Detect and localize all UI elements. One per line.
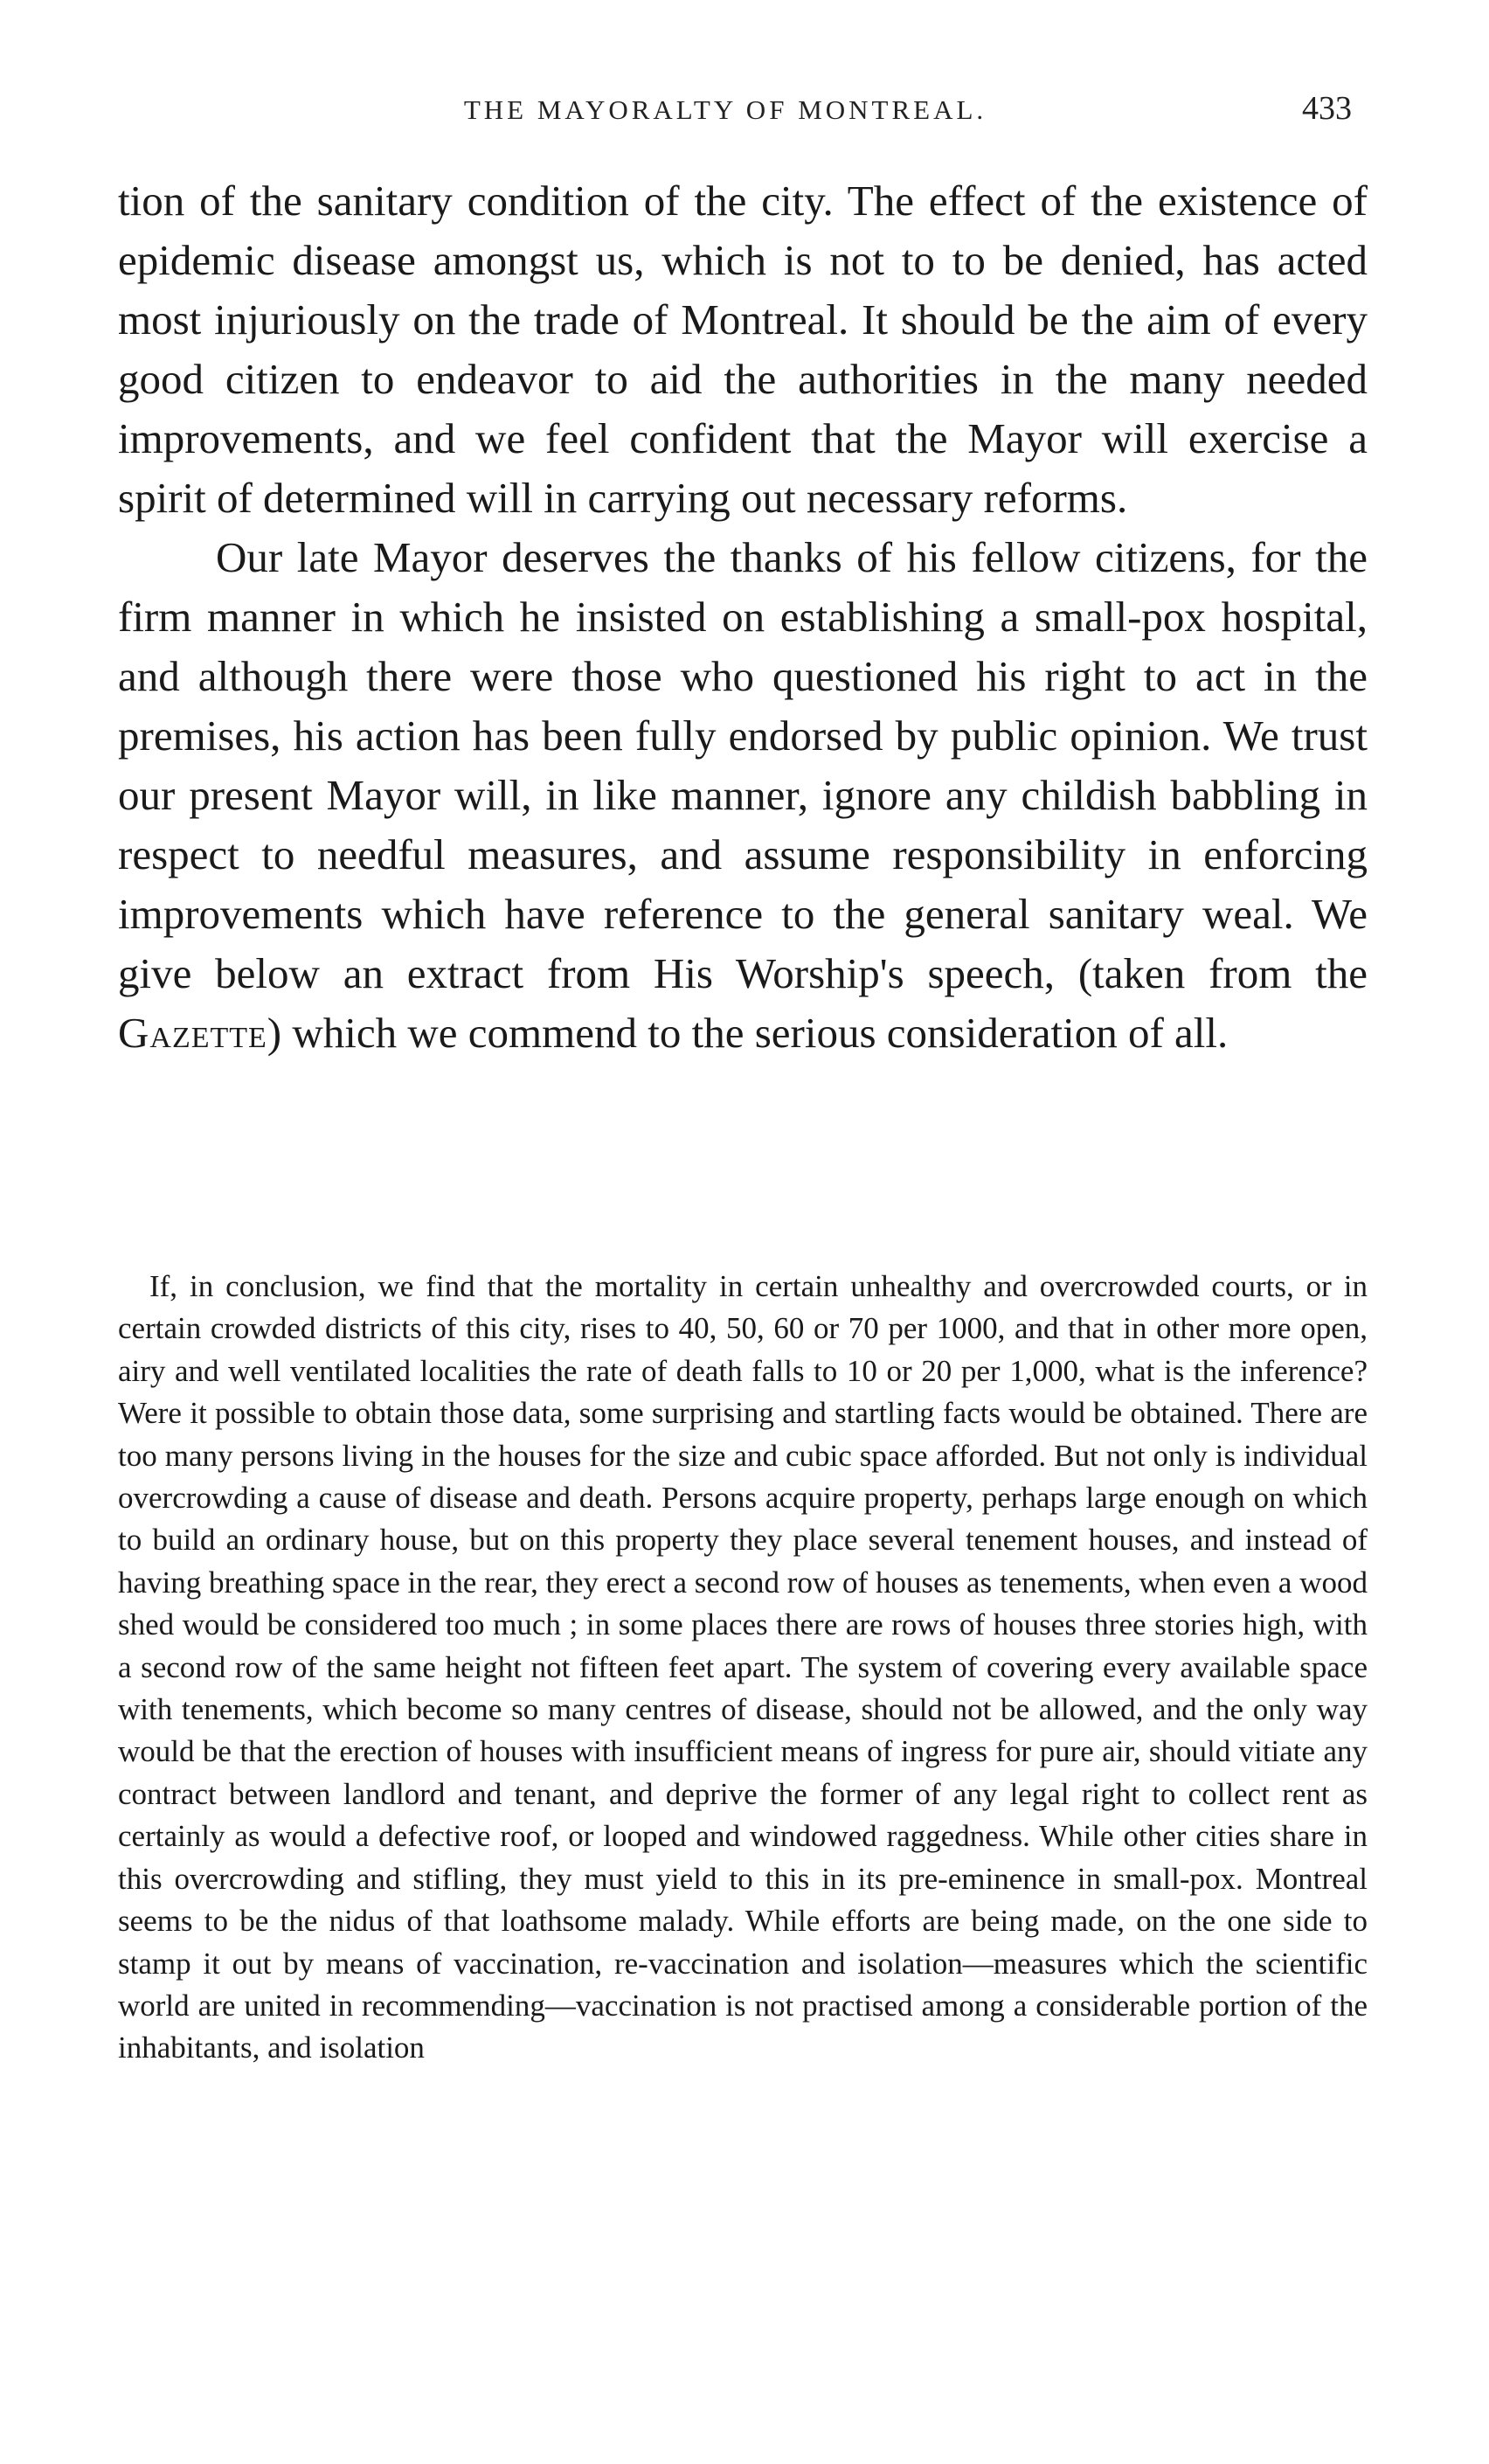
running-head — [0, 90, 1489, 138]
running-title: THE MAYORALTY OF MONTREAL. — [463, 94, 987, 125]
paragraph-2 — [118, 528, 1368, 1063]
extract-paragraph: If, in conclusion, we find that the mortality in certain unhealthy and overcrowded courts, or in certain crowded districts of this city, rises to 40, 50, 60 or 70 per 1000, and that in other more open, airy and well ventilated localities the rate of death falls to 10 or 20 per 1,000, what is the inference? Were it possible to obtain those data, some surprising and startling facts would be obtained. There are too many persons living in the houses for the size and cubic space afforded. But not only is individual overcrowding a cause of disease and death. Persons acquire property, perhaps large enough on which to build an ordinary house, but on this property they place several tenement houses, and instead of having breathing space in the rear, they erect a second row of houses as tenements, when even a wood shed would be considered too much ; in some places there are rows of houses three stories high, with a second row of the same height not fifteen feet apart. The system of covering every available space with tenements, which become so many centres of disease, should not be allowed, and the only way would be that the erection of houses with insufficient means of ingress for pure air, should vitiate any contract between landlord and tenant, and deprive the former of any legal right to collect rent as certainly as would a defective roof, or looped and windowed raggedness. While other cities share in this overcrowding and stifling, they must yield to this in its pre-eminence in small-pox. Montreal seems to be the nidus of that loathsome malady. While efforts are being made, on the one side to stamp it out by means of vaccination, re-vaccination and isolation—measures which the scientific world are united in recommending—vaccination is not practised among a considerable portion of the inhabitants, and isolation — [118, 1269, 1368, 2065]
speech-extract — [118, 1266, 1368, 2070]
main-text — [118, 171, 1368, 1063]
page-number: 433 — [1302, 90, 1352, 127]
gazette-name: Gazette — [118, 1009, 267, 1057]
paragraph-1: tion of the sanitary condition of the city. The effect of the existence of epidemic disease amongst us, which is not to to be denied, has acted most injuriously on the trade of Montreal. It should be the aim of every good citizen to endeavor to aid the authorities in the many needed improvements, and we feel confident that the Mayor will exercise a spirit of determined will in carrying out necessary reforms. — [118, 177, 1368, 522]
paragraph-2-text-end: ) which we commend to the serious consideration of all. — [267, 1009, 1229, 1057]
paragraph-2-text: Our late Mayor deserves the thanks of his fellow citizens, for the firm manner in which he insisted on establishing a small-pox hospital, and although there were those who questioned his right to act in the premises, his action has been fully endorsed by public opinion. We trust our present Mayor will, in like manner, ignore any childish babbling in respect to needful measures, and assume responsibility in enforcing improvements which have reference to the general sanitary weal. We give below an extract from His Worship's speech, (taken from the — [118, 533, 1368, 997]
